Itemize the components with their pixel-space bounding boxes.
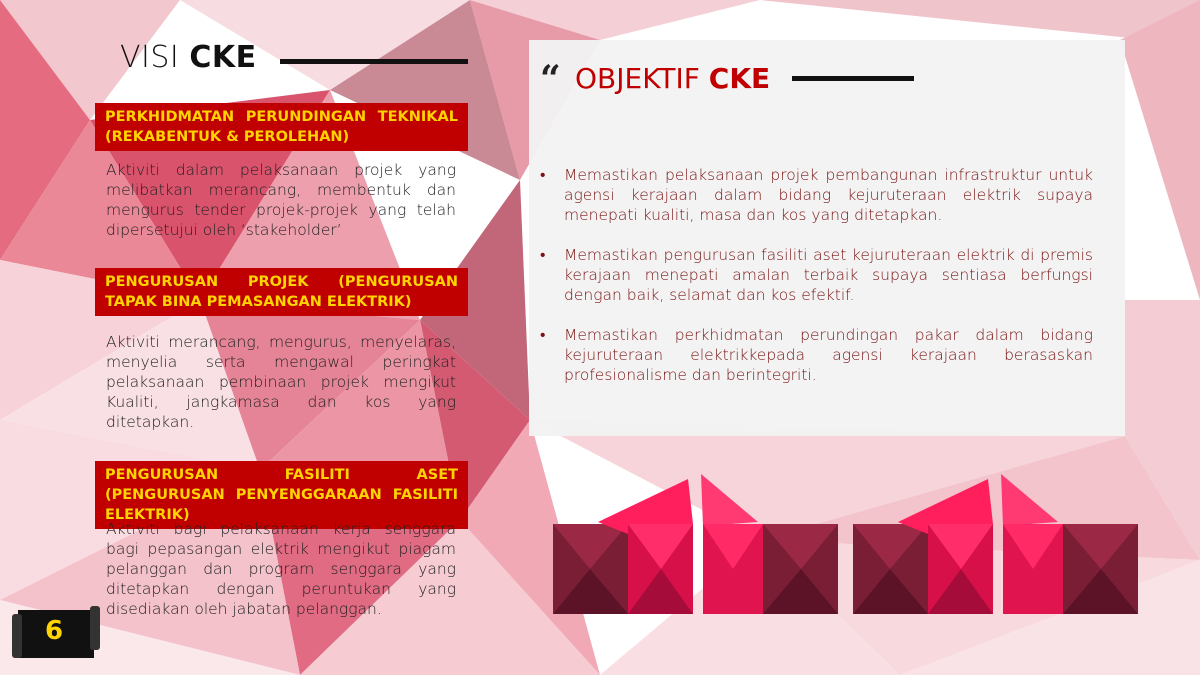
decorative-gem-blocks: [553, 474, 1138, 619]
objective-item-3: [540, 325, 1093, 385]
visi-section-body-1: Aktiviti dalam pelaksanaan projek yang melibatkan merancang, membentuk dan mengurus tender projek-projek yang telah dipersetujui oleh ‘stakeholder’: [106, 161, 456, 239]
visi-section-header-1: PERKHIDMATAN PERUNDINGAN TEKNIKAL (REKABENTUK & PEROLEHAN): [95, 103, 468, 151]
objective-list: [540, 165, 1093, 405]
visi-section-body-2: Aktiviti merancang, mengurus, menyelaras, menyelia serta mengawal peringkat pelaksanaan pembinaan projek mengikut Kualiti, jangkamasa dan kos yang ditetapkan.: [106, 333, 456, 431]
quote-mark-icon: “: [540, 58, 561, 100]
gem-pair-2: [853, 474, 1138, 614]
objective-title: [575, 62, 770, 95]
visi-title: [120, 40, 257, 75]
bullet-icon: •: [540, 166, 546, 184]
visi-title-light: VISI: [120, 40, 180, 75]
page-number: 6: [44, 616, 64, 646]
objective-item-2: [540, 245, 1093, 305]
objective-item-text: Memastikan pengurusan fasiliti aset kejuruteraan elektrik di premis kerajaan menepati amalan terbaik supaya sentiasa berfungsi dengan baik, selamat dan kos efektif.: [564, 246, 1093, 304]
visi-section-body-3: Aktiviti bagi pelaksanaan kerja senggara bagi pepasangan elektrik mengikut piagam pelanggan dan program senggara yang ditetapkan dengan peruntukan yang disediakan oleh jabatan pelanggan.: [106, 520, 456, 618]
bullet-icon: •: [540, 246, 546, 264]
visi-title-rule: [280, 59, 468, 64]
bullet-icon: •: [540, 326, 546, 344]
visi-section-header-3: PENGURUSAN FASILITI ASET (PENGURUSAN PENYENGGARAAN FASILITI ELEKTRIK): [95, 461, 468, 529]
visi-title-bold: CKE: [189, 40, 257, 75]
objective-item-text: Memastikan perkhidmatan perundingan pakar dalam bidang kejuruteraan elektrikkepada agensi kerajaan berasaskan profesionalisme dan berintegriti.: [564, 326, 1093, 384]
gem-pair-1: [553, 474, 838, 614]
visi-section-header-2: PENGURUSAN PROJEK (PENGURUSAN TAPAK BINA PEMASANGAN ELEKTRIK): [95, 268, 468, 316]
objective-title-rule: [792, 76, 914, 81]
objective-title-bold: CKE: [708, 62, 771, 95]
objective-item-text: Memastikan pelaksanaan projek pembangunan infrastruktur untuk agensi kerajaan dalam bidang kejuruteraan elektrik supaya menepati kualiti, masa dan kos yang ditetapkan.: [564, 166, 1093, 224]
objective-item-1: [540, 165, 1093, 225]
objective-title-light: OBJEKTIF: [575, 62, 700, 95]
